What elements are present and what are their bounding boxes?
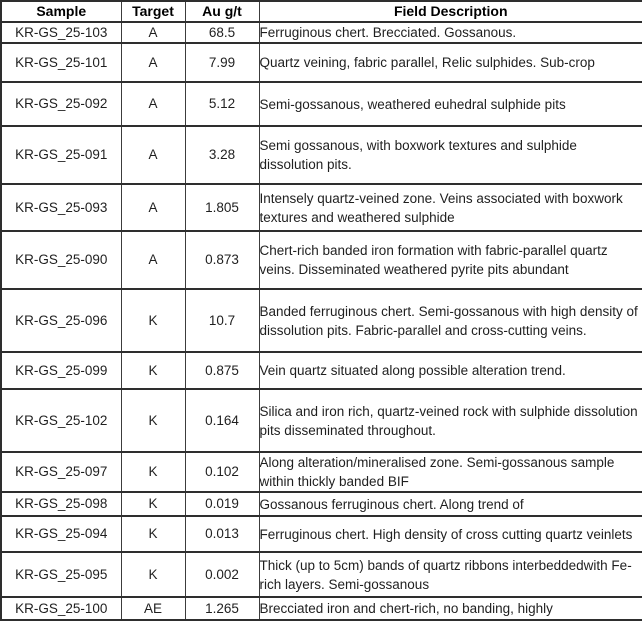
- sample-cell: KR-GS_25-094: [1, 516, 121, 552]
- column-header-field-description: Field Description: [259, 1, 642, 22]
- au-value-cell: 0.019: [185, 492, 259, 516]
- field-description-cell: Semi gossanous, with boxwork textures and sulphide dissolution pits.: [259, 126, 642, 184]
- header-row: [1, 1, 642, 22]
- field-description-cell: Ferruginous chert. Brecciated. Gossanous.: [259, 22, 642, 43]
- target-cell: A: [121, 22, 185, 43]
- sample-cell: KR-GS_25-091: [1, 126, 121, 184]
- table-row: [1, 184, 642, 231]
- au-value-cell: 0.102: [185, 452, 259, 492]
- au-value-cell: 0.875: [185, 352, 259, 389]
- field-description-cell: Silica and iron rich, quartz-veined rock with sulphide dissolution pits disseminated throughout.: [259, 389, 642, 452]
- sample-cell: KR-GS_25-096: [1, 289, 121, 352]
- sample-cell: KR-GS_25-099: [1, 352, 121, 389]
- au-value-cell: 1.265: [185, 597, 259, 620]
- table-row: [1, 82, 642, 126]
- target-cell: K: [121, 289, 185, 352]
- field-description-cell: Ferruginous chert. High density of cross cutting quartz veinlets: [259, 516, 642, 552]
- sample-cell: KR-GS_25-097: [1, 452, 121, 492]
- target-cell: K: [121, 516, 185, 552]
- au-value-cell: 1.805: [185, 184, 259, 231]
- table-row: [1, 389, 642, 452]
- sample-cell: KR-GS_25-090: [1, 231, 121, 289]
- au-value-cell: 68.5: [185, 22, 259, 43]
- field-description-cell: Thick (up to 5cm) bands of quartz ribbons interbeddedwith Fe-rich layers. Semi-gossanous: [259, 552, 642, 597]
- table-row: [1, 231, 642, 289]
- column-header-target: Target: [121, 1, 185, 22]
- field-description-cell: Vein quartz situated along possible alteration trend.: [259, 352, 642, 389]
- sample-cell: KR-GS_25-103: [1, 22, 121, 43]
- target-cell: A: [121, 184, 185, 231]
- table-row: [1, 516, 642, 552]
- table-row: [1, 289, 642, 352]
- target-cell: K: [121, 389, 185, 452]
- field-description-cell: Intensely quartz-veined zone. Veins associated with boxwork textures and weathered sulphide: [259, 184, 642, 231]
- sample-cell: KR-GS_25-098: [1, 492, 121, 516]
- sample-cell: KR-GS_25-102: [1, 389, 121, 452]
- table-row: [1, 43, 642, 82]
- target-cell: A: [121, 231, 185, 289]
- target-cell: A: [121, 126, 185, 184]
- au-value-cell: 0.873: [185, 231, 259, 289]
- column-header-au-gt: Au g/t: [185, 1, 259, 22]
- target-cell: K: [121, 352, 185, 389]
- table-row: [1, 126, 642, 184]
- field-description-cell: Along alteration/mineralised zone. Semi-gossanous sample within thickly banded BIF: [259, 452, 642, 492]
- au-value-cell: 3.28: [185, 126, 259, 184]
- table-header: [1, 1, 642, 22]
- target-cell: A: [121, 82, 185, 126]
- field-description-cell: Quartz veining, fabric parallel, Relic sulphides. Sub-crop: [259, 43, 642, 82]
- table-body: [1, 22, 642, 620]
- sample-cell: KR-GS_25-093: [1, 184, 121, 231]
- column-header-sample: Sample: [1, 1, 121, 22]
- au-value-cell: 0.013: [185, 516, 259, 552]
- sample-cell: KR-GS_25-095: [1, 552, 121, 597]
- au-value-cell: 5.12: [185, 82, 259, 126]
- target-cell: AE: [121, 597, 185, 620]
- sample-cell: KR-GS_25-101: [1, 43, 121, 82]
- field-description-cell: Banded ferruginous chert. Semi-gossanous with high density of dissolution pits. Fabric-parallel and cross-cutting veins.: [259, 289, 642, 352]
- field-description-cell: Gossanous ferruginous chert. Along trend of: [259, 492, 642, 516]
- table-row: [1, 452, 642, 492]
- field-description-cell: Brecciated iron and chert-rich, no banding, highly: [259, 597, 642, 620]
- field-description-cell: Chert-rich banded iron formation with fabric-parallel quartz veins. Disseminated weathered pyrite pits abundant: [259, 231, 642, 289]
- target-cell: K: [121, 552, 185, 597]
- sample-cell: KR-GS_25-100: [1, 597, 121, 620]
- table-row: [1, 492, 642, 516]
- au-value-cell: 10.7: [185, 289, 259, 352]
- field-description-cell: Semi-gossanous, weathered euhedral sulphide pits: [259, 82, 642, 126]
- table-row: [1, 22, 642, 43]
- target-cell: K: [121, 492, 185, 516]
- table-row: [1, 552, 642, 597]
- au-value-cell: 0.164: [185, 389, 259, 452]
- sample-cell: KR-GS_25-092: [1, 82, 121, 126]
- target-cell: K: [121, 452, 185, 492]
- target-cell: A: [121, 43, 185, 82]
- au-value-cell: 0.002: [185, 552, 259, 597]
- au-value-cell: 7.99: [185, 43, 259, 82]
- table-row: [1, 597, 642, 620]
- table-row: [1, 352, 642, 389]
